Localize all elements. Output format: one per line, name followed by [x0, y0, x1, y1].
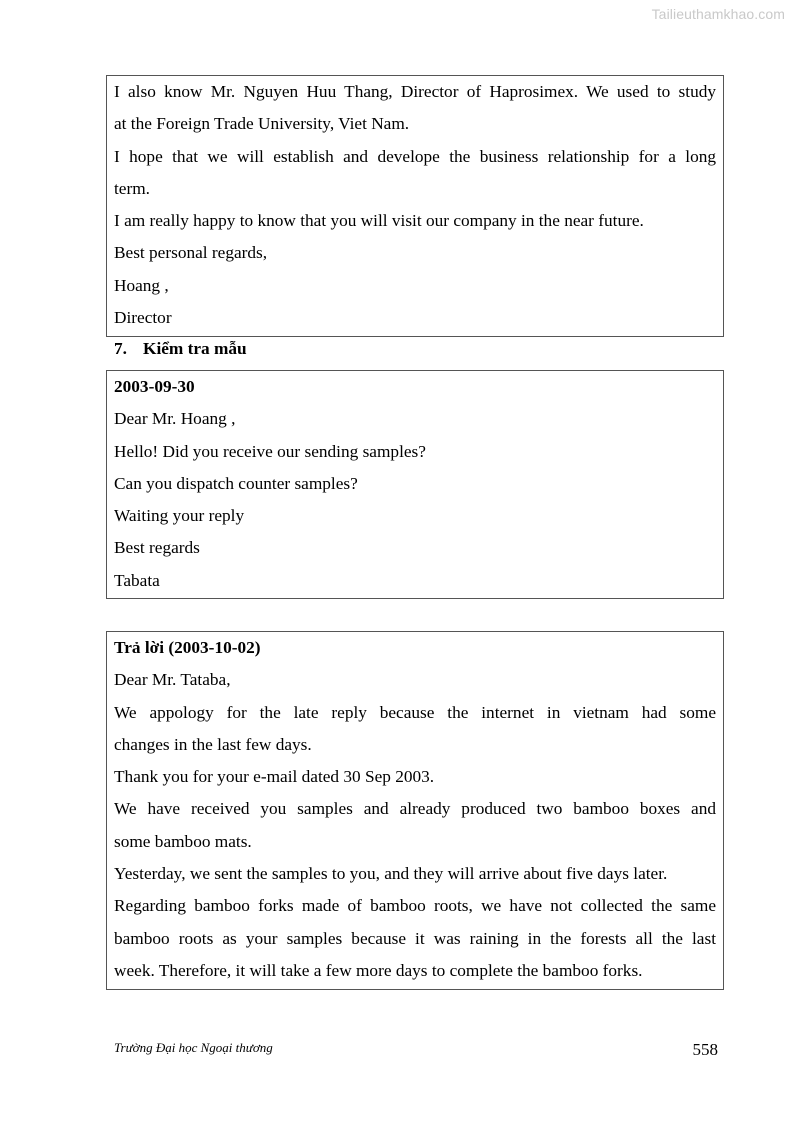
- watermark-text: Tailieuthamkhao.com: [651, 6, 785, 22]
- paragraph-line: at the Foreign Trade University, Viet Nam.: [114, 114, 410, 134]
- paragraph-line: week. Therefore, it will take a few more days to complete the bamboo forks.: [114, 960, 643, 980]
- paragraph-line: Hoang ,: [114, 275, 169, 295]
- paragraph-line: Can you dispatch counter samples?: [114, 473, 358, 493]
- paragraph-line: some bamboo mats.: [114, 831, 252, 851]
- paragraph-line: Yesterday, we sent the samples to you, and they will arrive about five days later.: [114, 864, 668, 884]
- paragraph-line: term.: [114, 178, 150, 198]
- reply-box: [106, 631, 724, 990]
- letter-date: 2003-09-30: [114, 377, 195, 396]
- paragraph-line: I also know Mr. Nguyen Huu Thang, Director of Haprosimex. We used to study: [114, 82, 716, 101]
- paragraph-line: We have received you samples and already produced two bamboo boxes and: [114, 799, 716, 819]
- paragraph-line: I hope that we will establish and develope the business relationship for a long: [114, 146, 716, 166]
- footer-school-name: Trường Đại học Ngoại thương: [114, 1040, 273, 1055]
- page-number: 558: [692, 1040, 718, 1059]
- paragraph-line: bamboo roots as your samples because it was raining in the forests all the last: [114, 928, 716, 948]
- paragraph-line: Regarding bamboo forks made of bamboo roots, we have not collected the same: [114, 896, 716, 916]
- letter-continuation-box: [106, 75, 724, 337]
- paragraph-line: Director: [114, 308, 172, 328]
- sample-request-box: [106, 370, 724, 599]
- section-heading: [114, 337, 247, 361]
- paragraph-line: changes in the last few days.: [114, 734, 312, 754]
- paragraph-line: Best personal regards,: [114, 243, 268, 263]
- paragraph-line: Best regards: [114, 538, 200, 558]
- reply-heading: Trả lời (2003-10-02): [114, 638, 261, 657]
- paragraph-line: Dear Mr. Hoang ,: [114, 409, 236, 429]
- paragraph-line: Dear Mr. Tataba,: [114, 670, 231, 690]
- paragraph-line: Hello! Did you receive our sending samples?: [114, 441, 426, 461]
- paragraph-line: Waiting your reply: [114, 506, 245, 526]
- section-title: Kiểm tra mẫu: [143, 339, 247, 358]
- section-number: 7.: [114, 339, 127, 358]
- paragraph-line: I am really happy to know that you will visit our company in the near future.: [114, 211, 644, 231]
- paragraph-line: Tabata: [114, 570, 160, 590]
- paragraph-line: We appology for the late reply because the internet in vietnam had some: [114, 702, 716, 722]
- paragraph-line: Thank you for your e-mail dated 30 Sep 2003.: [114, 767, 435, 787]
